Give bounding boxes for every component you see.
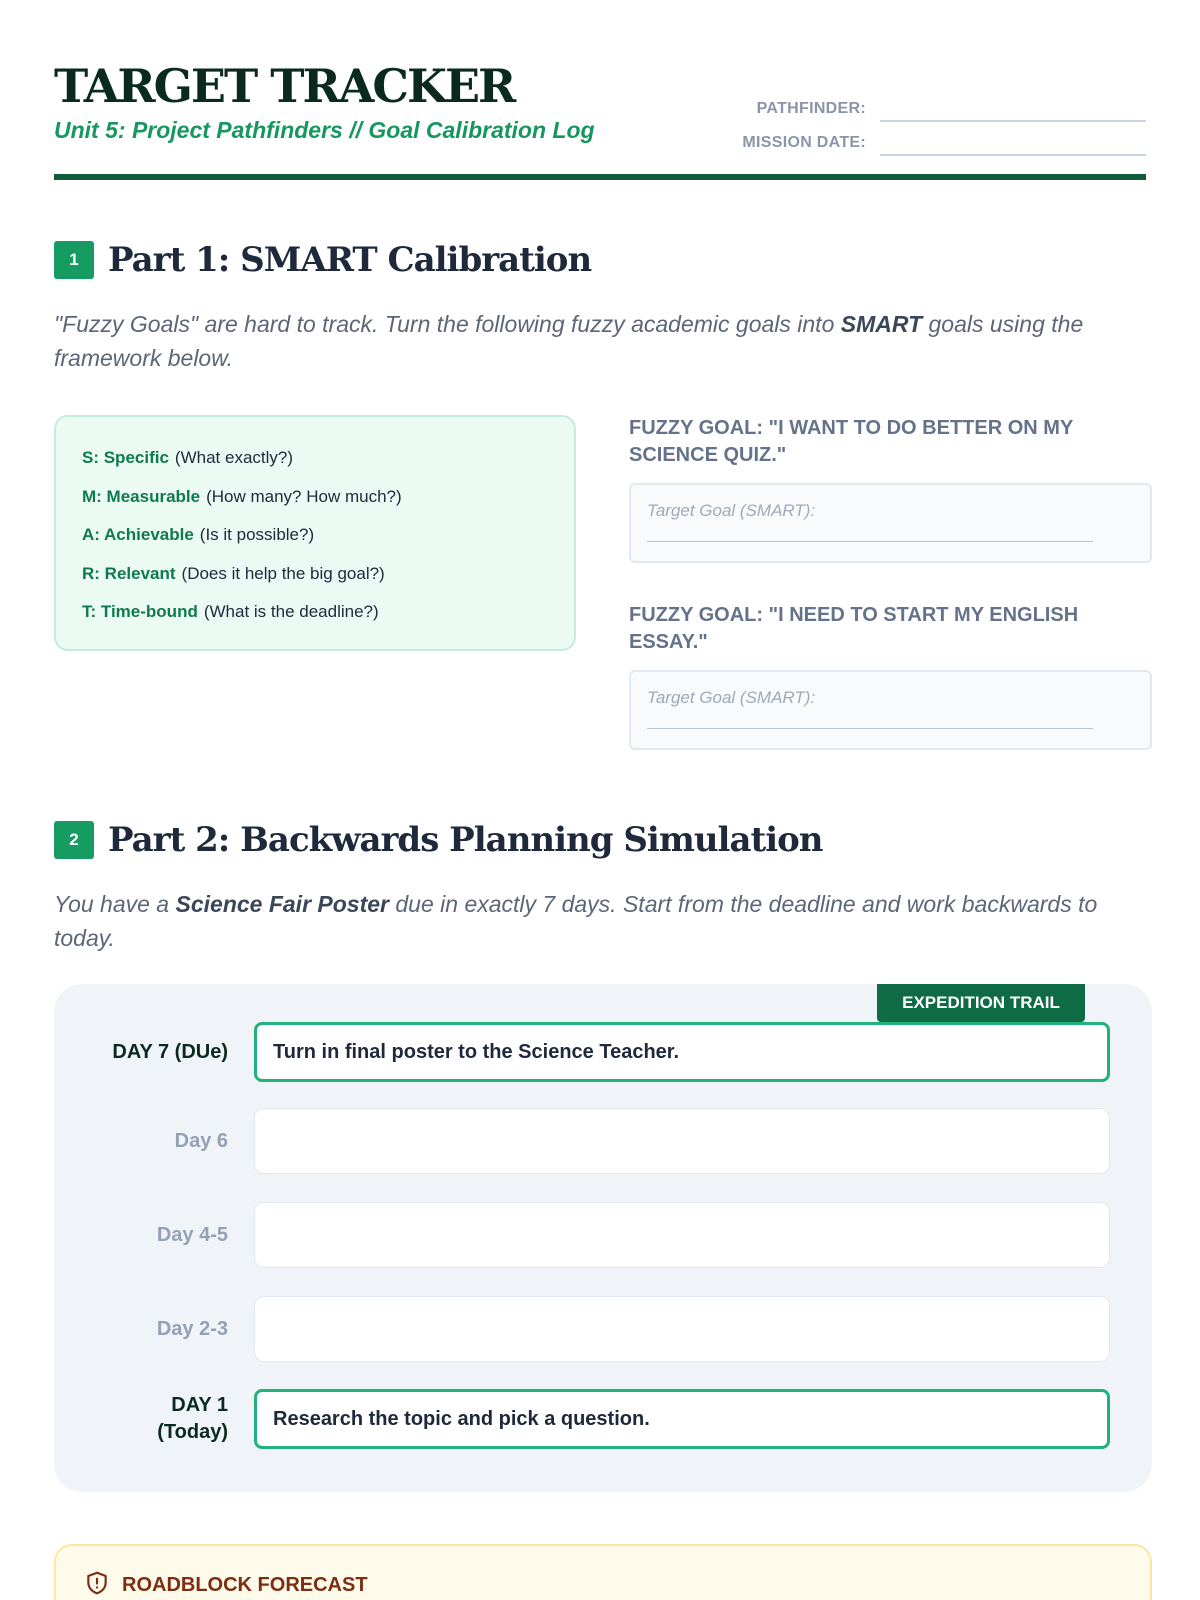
header-divider bbox=[54, 174, 1146, 180]
smart-hint: (How many? How much?) bbox=[206, 486, 402, 506]
day-label: Day 4-5 bbox=[156, 1223, 228, 1246]
smart-item bbox=[82, 516, 548, 555]
timeline-row bbox=[54, 1389, 1152, 1449]
smart-hint: (What exactly?) bbox=[174, 448, 294, 468]
smart-key: S: Specific bbox=[82, 448, 169, 468]
smart-item bbox=[82, 439, 548, 478]
smart-goal-input[interactable] bbox=[629, 483, 1152, 563]
timeline-row bbox=[54, 1202, 1152, 1268]
part1-intro-text: "Fuzzy Goals" are hard to track. Turn the following fuzzy academic goals into bbox=[54, 311, 841, 337]
pathfinder-field[interactable] bbox=[880, 96, 1146, 122]
part1-number-badge: 1 bbox=[54, 241, 94, 279]
header bbox=[54, 60, 1146, 180]
day-plan-input[interactable]: Turn in final poster to the Science Teacher. bbox=[254, 1022, 1110, 1082]
part2-instructions bbox=[54, 887, 1146, 955]
mission-date-field[interactable] bbox=[880, 130, 1146, 156]
smart-key: A: Achievable bbox=[82, 525, 194, 545]
smart-item bbox=[82, 478, 548, 517]
part2-intro-text: You have a bbox=[54, 891, 176, 917]
smart-item bbox=[82, 555, 548, 594]
day-label: Day 6 bbox=[174, 1129, 228, 1152]
day-plan-input[interactable] bbox=[254, 1202, 1110, 1268]
expedition-trail bbox=[54, 984, 1152, 1492]
answer-line bbox=[647, 541, 1093, 542]
part2-number-badge: 2 bbox=[54, 821, 94, 859]
part2-title: Part 2: Backwards Planning Simulation bbox=[108, 820, 823, 860]
timeline-row bbox=[54, 1022, 1152, 1082]
smart-goal-placeholder: Target Goal (SMART): bbox=[647, 688, 816, 707]
part1-intro-bold: SMART bbox=[840, 311, 923, 337]
meta-fields bbox=[726, 88, 1146, 156]
smart-goal-placeholder: Target Goal (SMART): bbox=[647, 501, 816, 520]
page-subtitle: Unit 5: Project Pathfinders // Goal Calibration Log bbox=[54, 117, 595, 143]
smart-goal-input[interactable] bbox=[629, 670, 1152, 750]
pathfinder-label: PATHFINDER: bbox=[756, 100, 866, 117]
part1-title: Part 1: SMART Calibration bbox=[108, 240, 592, 280]
answer-line bbox=[647, 728, 1093, 729]
timeline-row bbox=[54, 1296, 1152, 1362]
day-plan-input[interactable]: Research the topic and pick a question. bbox=[254, 1389, 1110, 1449]
part1-heading bbox=[54, 240, 591, 280]
smart-key: T: Time-bound bbox=[82, 602, 198, 622]
part2-heading bbox=[54, 820, 823, 860]
mission-date-label: MISSION DATE: bbox=[742, 134, 866, 151]
smart-hint: (What is the deadline?) bbox=[203, 602, 379, 622]
roadblock-forecast-box bbox=[54, 1544, 1152, 1600]
day-label: Day 2-3 bbox=[156, 1317, 228, 1340]
part2-intro-text-end: due in exactly 7 days. Start from the deadline and work backwards to today. bbox=[54, 891, 1098, 951]
roadblock-heading bbox=[84, 1570, 1122, 1600]
mission-date-row bbox=[726, 122, 1146, 156]
day-plan-input[interactable] bbox=[254, 1296, 1110, 1362]
part1-intro-text-end: goals using the framework below. bbox=[54, 311, 1084, 371]
part2-intro-bold: Science Fair Poster bbox=[175, 891, 389, 917]
shield-alert-icon bbox=[84, 1570, 110, 1600]
part1-instructions bbox=[54, 307, 1146, 375]
smart-framework-box bbox=[54, 415, 576, 651]
fuzzy-goal-title: FUZZY GOAL: "I WANT TO DO BETTER ON MY SCIENCE QUIZ." bbox=[629, 417, 1073, 466]
pathfinder-row bbox=[726, 88, 1146, 122]
smart-hint: (Does it help the big goal?) bbox=[181, 563, 385, 583]
expedition-trail-tag: EXPEDITION TRAIL bbox=[877, 984, 1085, 1022]
day-label: DAY 1 (Today) bbox=[157, 1394, 228, 1443]
smart-hint: (Is it possible?) bbox=[199, 525, 315, 545]
smart-key: M: Measurable bbox=[82, 486, 201, 506]
smart-key: R: Relevant bbox=[82, 563, 176, 583]
roadblock-title: ROADBLOCK FORECAST bbox=[122, 1574, 368, 1596]
page-title: TARGET TRACKER bbox=[54, 59, 515, 113]
fuzzy-goal-2 bbox=[629, 602, 1152, 750]
timeline-row bbox=[54, 1108, 1152, 1174]
fuzzy-goal-1 bbox=[629, 415, 1152, 563]
fuzzy-goal-title: FUZZY GOAL: "I NEED TO START MY ENGLISH ESSAY." bbox=[629, 604, 1079, 653]
day-label: DAY 7 (DUe) bbox=[112, 1040, 228, 1063]
smart-item bbox=[82, 593, 548, 632]
day-plan-input[interactable] bbox=[254, 1108, 1110, 1174]
